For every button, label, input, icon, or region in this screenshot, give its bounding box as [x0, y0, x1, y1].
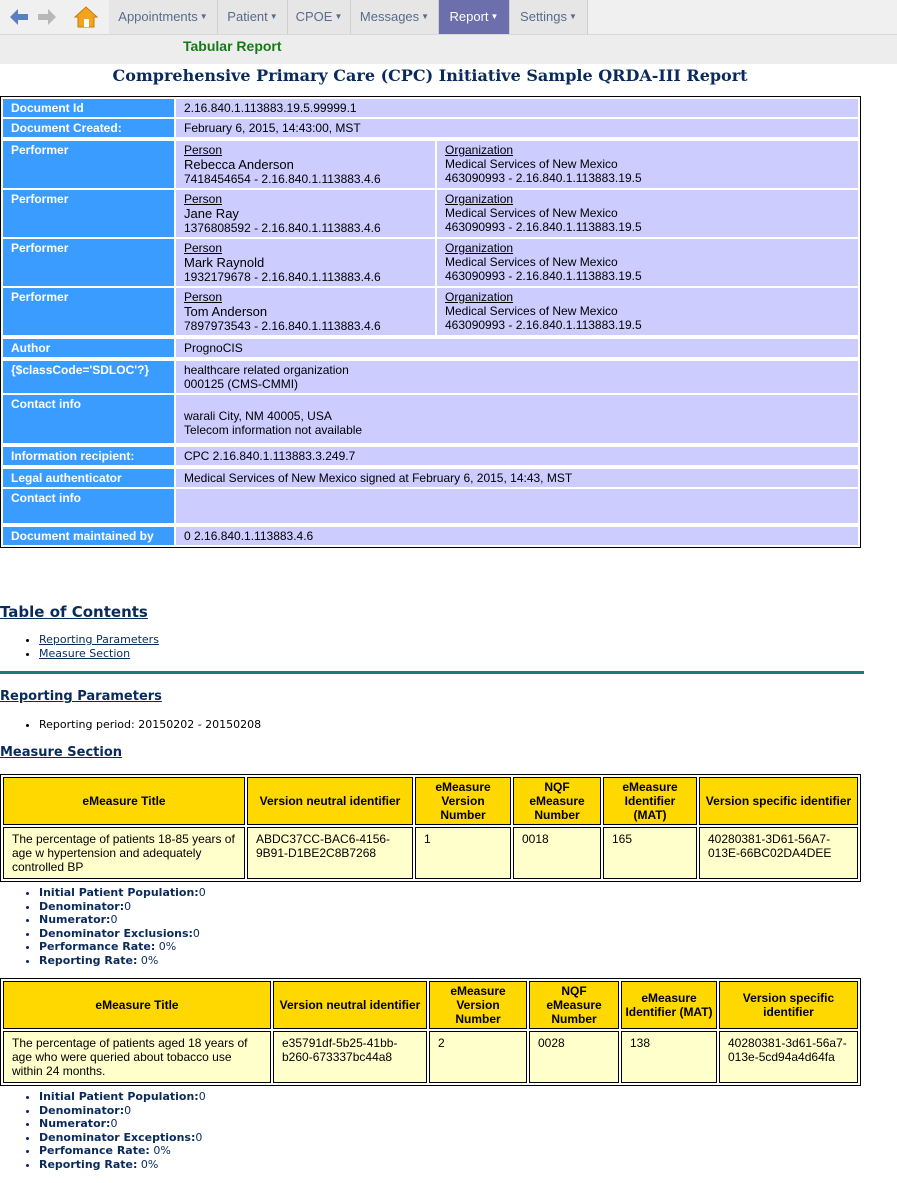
performer-id: 7418454654 - 2.16.840.1.113883.4.6: [184, 172, 381, 186]
measure-table: [0, 774, 861, 882]
caret-down-icon: ▼: [334, 12, 343, 21]
result-item: • Performance Rate: 0%: [39, 940, 206, 954]
table-row: [3, 1031, 858, 1083]
performer-org-id: 463090993 - 2.16.840.1.113883.19.5: [445, 171, 642, 185]
maintained-by-label: Document maintained by: [3, 527, 174, 545]
doc-created-label: Document Created:: [3, 119, 174, 137]
doc-id-value: 2.16.840.1.113883.19.5.99999.1: [176, 99, 858, 117]
doc-created-value: February 6, 2015, 14:43:00, MST: [176, 119, 858, 137]
home-icon[interactable]: [73, 4, 99, 30]
caret-down-icon: ▼: [199, 12, 208, 21]
col-header-emeasure-title: eMeasure Title: [3, 777, 245, 825]
author-value: PrognoCIS: [176, 339, 858, 357]
col-header-mat-identifier: eMeasure Identifier (MAT): [621, 981, 717, 1029]
caret-down-icon: ▼: [421, 12, 430, 21]
col-header-version-specific-id: Version specific identifier: [719, 981, 858, 1029]
menu-messages[interactable]: Messages ▼: [351, 0, 439, 34]
col-header-mat-identifier: eMeasure Identifier (MAT): [603, 777, 697, 825]
contact-info-label: Contact info: [3, 395, 174, 443]
contact-telecom: Telecom information not available: [184, 423, 363, 437]
cell-version-neutral-id: ABDC37CC-BAC6-4156-9B91-D1BE2C8B7268: [247, 827, 413, 879]
col-header-emeasure-title: eMeasure Title: [3, 981, 271, 1029]
sub-header-title: Tabular Report: [183, 38, 282, 54]
person-label: Person: [184, 241, 223, 255]
performer-label: Performer: [3, 141, 174, 188]
top-nav-bar: [0, 0, 897, 35]
classcode-label: {$classCode='SDLOC'?}: [3, 361, 174, 393]
cell-version-number: 1: [415, 827, 511, 879]
measure-results-list: [0, 886, 206, 967]
person-label: Person: [184, 143, 223, 157]
performer-id: 1932179678 - 2.16.840.1.113883.4.6: [184, 270, 381, 284]
performer-row: [3, 239, 858, 286]
performer-org-id: 463090993 - 2.16.840.1.113883.19.5: [445, 318, 642, 332]
result-item: • Denominator Exclusions:0: [39, 927, 206, 941]
section-divider: [0, 671, 864, 674]
contact-info-2-label: Contact info: [3, 489, 174, 523]
result-item: • Initial Patient Population:0: [39, 886, 206, 900]
performer-name: Tom Anderson: [184, 304, 268, 319]
doc-id-label: Document Id: [3, 99, 174, 117]
cell-nqf-number: 0018: [513, 827, 601, 879]
organization-label: Organization: [445, 192, 514, 206]
cell-version-neutral-id: e35791df-5b25-41bb-b260-673337bc44a8: [273, 1031, 427, 1083]
cell-version-specific-id: 40280381-3D61-56A7-013E-66BC02DA4DEE: [699, 827, 858, 879]
performer-row: [3, 141, 858, 188]
cell-mat-identifier: 165: [603, 827, 697, 879]
page-title: Comprehensive Primary Care (CPC) Initiative Sample QRDA-III Report: [112, 66, 748, 85]
toc-link-reporting-parameters[interactable]: Reporting Parameters: [39, 633, 159, 646]
col-header-version-specific-id: Version specific identifier: [699, 777, 858, 825]
performer-name: Mark Raynold: [184, 255, 265, 270]
measure-table: [0, 978, 861, 1086]
performer-org-id: 463090993 - 2.16.840.1.113883.19.5: [445, 220, 642, 234]
reporting-parameters-heading: Reporting Parameters: [0, 689, 162, 704]
performer-row: [3, 190, 858, 237]
col-header-nqf-number: NQF eMeasure Number: [513, 777, 601, 825]
menu-patient[interactable]: Patient ▼: [218, 0, 288, 34]
sub-header-bar: [0, 35, 897, 64]
result-item: • Denominator:0: [39, 1104, 206, 1118]
performer-label: Performer: [3, 288, 174, 335]
measure-results-list: [0, 1090, 206, 1171]
col-header-version-neutral-id: Version neutral identifier: [247, 777, 413, 825]
performer-org-id: 463090993 - 2.16.840.1.113883.19.5: [445, 269, 642, 283]
person-label: Person: [184, 290, 223, 304]
measure-section-heading: Measure Section: [0, 745, 123, 760]
legal-authenticator-value: Medical Services of New Mexico signed at February 6, 2015, 14:43, MST: [176, 469, 858, 487]
document-header-table: [0, 96, 861, 548]
recipient-label: Information recipient:: [3, 447, 174, 465]
cell-emeasure-title: The percentage of patients 18-85 years of age w hypertension and adequately controlled BP: [3, 827, 245, 879]
person-label: Person: [184, 192, 223, 206]
performer-org: Medical Services of New Mexico: [445, 304, 618, 318]
performer-label: Performer: [3, 239, 174, 286]
toc-heading: Table of Contents: [0, 603, 148, 621]
col-header-version-neutral-id: Version neutral identifier: [273, 981, 427, 1029]
cell-emeasure-title: The percentage of patients aged 18 years of age who were queried about tobacco use within 24 months.: [3, 1031, 271, 1083]
legal-authenticator-label: Legal authenticator: [3, 469, 174, 487]
organization-label: Organization: [445, 143, 514, 157]
performer-label: Performer: [3, 190, 174, 237]
reporting-parameters-list: [0, 718, 261, 732]
toc-item: [39, 633, 159, 647]
cell-nqf-number: 0028: [529, 1031, 619, 1083]
menu-appointments[interactable]: Appointments ▼: [109, 0, 218, 34]
cell-version-specific-id: 40280381-3d61-56a7-013e-5cd94a4d64fa: [719, 1031, 858, 1083]
performer-id: 7897973543 - 2.16.840.1.113883.4.6: [184, 319, 381, 333]
recipient-value: CPC 2.16.840.1.113883.3.249.7: [176, 447, 858, 465]
table-row: [3, 827, 858, 879]
cell-mat-identifier: 138: [621, 1031, 717, 1083]
menu-report[interactable]: Report ▼: [439, 0, 510, 34]
col-header-version-number: eMeasure Version Number: [415, 777, 511, 825]
performer-row: [3, 288, 858, 335]
toc-link-measure-section[interactable]: Measure Section: [39, 646, 131, 660]
performer-org: Medical Services of New Mexico: [445, 157, 618, 171]
result-item: • Perfomance Rate: 0%: [39, 1144, 206, 1158]
contact-info-2-value: [176, 489, 858, 523]
caret-down-icon: ▼: [269, 12, 278, 21]
result-item: • Denominator Exceptions:0: [39, 1131, 206, 1145]
menu-cpoe[interactable]: CPOE ▼: [288, 0, 351, 34]
performer-name: Rebecca Anderson: [184, 157, 294, 172]
caret-down-icon: ▼: [490, 12, 499, 21]
cell-version-number: 2: [429, 1031, 527, 1083]
performer-name: Jane Ray: [184, 206, 239, 221]
result-item: • Numerator:0: [39, 1117, 206, 1131]
result-item: • Initial Patient Population:0: [39, 1090, 206, 1104]
result-item: • Reporting Rate: 0%: [39, 1158, 206, 1172]
organization-label: Organization: [445, 290, 514, 304]
performer-id: 1376808592 - 2.16.840.1.113883.4.6: [184, 221, 381, 235]
result-item: • Numerator:0: [39, 913, 206, 927]
caret-down-icon: ▼: [569, 12, 577, 21]
author-label: Author: [3, 339, 174, 357]
result-item: • Reporting Rate: 0%: [39, 954, 206, 968]
result-item: • Denominator:0: [39, 900, 206, 914]
menu-settings[interactable]: Settings ▼: [510, 0, 588, 34]
col-header-version-number: eMeasure Version Number: [429, 981, 527, 1029]
maintained-by-value: 0 2.16.840.1.113883.4.6: [176, 527, 858, 545]
performer-org: Medical Services of New Mexico: [445, 206, 618, 220]
col-header-nqf-number: NQF eMeasure Number: [529, 981, 619, 1029]
toc-item: [39, 647, 159, 661]
forward-arrow-icon[interactable]: [34, 4, 60, 30]
classcode-line-1: healthcare related organization: [184, 363, 349, 377]
contact-address: warali City, NM 40005, USA: [184, 409, 332, 423]
performer-org: Medical Services of New Mexico: [445, 255, 618, 269]
organization-label: Organization: [445, 241, 514, 255]
toc-list: [0, 633, 159, 660]
classcode-line-2: 000125 (CMS-CMMI): [184, 377, 299, 391]
back-arrow-icon[interactable]: [6, 4, 32, 30]
reporting-period: • Reporting period: 20150202 - 20150208: [39, 718, 261, 732]
